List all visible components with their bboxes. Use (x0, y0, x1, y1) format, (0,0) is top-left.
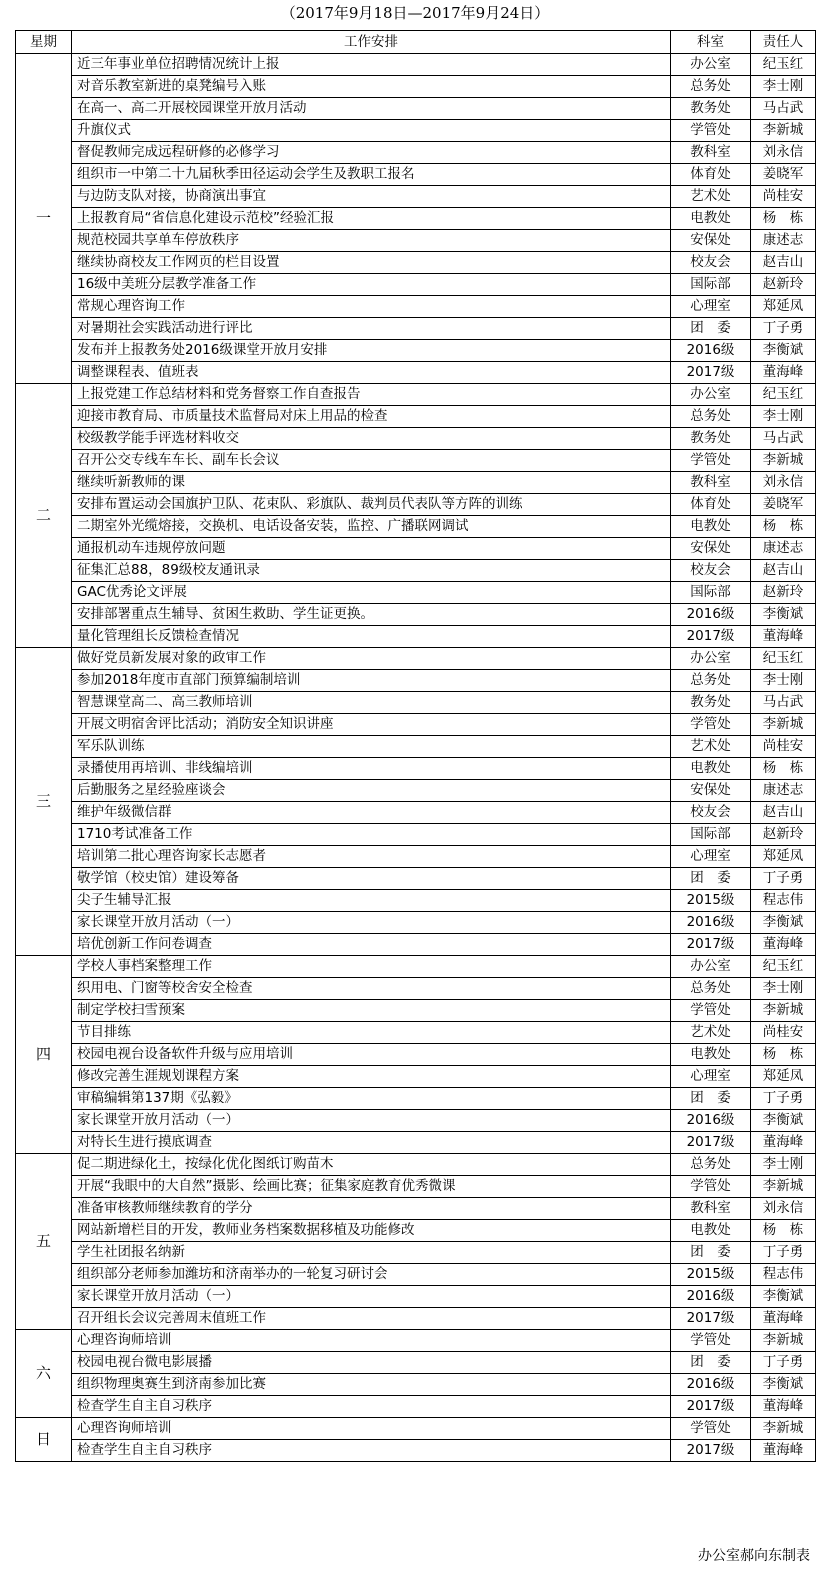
dept-cell: 总务处 (671, 1154, 751, 1176)
dept-cell: 电教处 (671, 208, 751, 230)
person-cell: 纪玉红 (751, 648, 816, 670)
table-row (16, 1110, 816, 1132)
person-cell: 李衡斌 (751, 1374, 816, 1396)
task-cell: 开展“我眼中的大自然”摄影、绘画比赛；征集家庭教育优秀微课 (72, 1176, 671, 1198)
table-row (16, 384, 816, 406)
table-row (16, 648, 816, 670)
task-cell: 发布并上报教务处2016级课堂开放月安排 (72, 340, 671, 362)
person-cell: 李新城 (751, 450, 816, 472)
table-row (16, 54, 816, 76)
weekly-schedule-table (15, 30, 816, 1462)
person-cell: 李新城 (751, 714, 816, 736)
table-row (16, 1242, 816, 1264)
dept-cell: 校友会 (671, 560, 751, 582)
person-cell: 李衡斌 (751, 1110, 816, 1132)
table-row (16, 1220, 816, 1242)
dept-cell: 心理室 (671, 1066, 751, 1088)
person-cell: 赵新玲 (751, 824, 816, 846)
person-cell: 纪玉红 (751, 956, 816, 978)
task-cell: 节目排练 (72, 1022, 671, 1044)
table-row (16, 1286, 816, 1308)
table-row (16, 1066, 816, 1088)
person-cell: 李衡斌 (751, 340, 816, 362)
dept-cell: 学管处 (671, 714, 751, 736)
day-cell: 日 (16, 1418, 72, 1462)
person-cell: 郑延凤 (751, 296, 816, 318)
footer-note: 办公室郝向东制表 (698, 1548, 810, 1564)
person-cell: 董海峰 (751, 934, 816, 956)
dept-cell: 团 委 (671, 1242, 751, 1264)
table-row (16, 450, 816, 472)
dept-cell: 教务处 (671, 692, 751, 714)
table-row (16, 208, 816, 230)
task-cell: 安排部署重点生辅导、贫困生救助、学生证更换。 (72, 604, 671, 626)
task-cell: 督促教师完成远程研修的必修学习 (72, 142, 671, 164)
dept-cell: 艺术处 (671, 1022, 751, 1044)
dept-cell: 体育处 (671, 494, 751, 516)
table-row (16, 780, 816, 802)
dept-cell: 办公室 (671, 648, 751, 670)
table-row (16, 626, 816, 648)
dept-cell: 教科室 (671, 142, 751, 164)
person-cell: 杨 栋 (751, 516, 816, 538)
dept-cell: 2016级 (671, 1374, 751, 1396)
dept-cell: 心理室 (671, 296, 751, 318)
task-cell: 对特长生进行摸底调查 (72, 1132, 671, 1154)
person-cell: 丁子勇 (751, 1352, 816, 1374)
task-cell: 培训第二批心理咨询家长志愿者 (72, 846, 671, 868)
table-row (16, 1374, 816, 1396)
person-cell: 刘永信 (751, 472, 816, 494)
dept-cell: 艺术处 (671, 186, 751, 208)
table-row (16, 186, 816, 208)
task-cell: 修改完善生涯规划课程方案 (72, 1066, 671, 1088)
table-row (16, 340, 816, 362)
day-cell: 三 (16, 648, 72, 956)
table-row (16, 1154, 816, 1176)
task-cell: 升旗仪式 (72, 120, 671, 142)
person-cell: 李衡斌 (751, 1286, 816, 1308)
task-cell: 规范校园共享单车停放秩序 (72, 230, 671, 252)
dept-cell: 校友会 (671, 252, 751, 274)
person-cell: 康述志 (751, 538, 816, 560)
task-cell: 促二期进绿化土，按绿化优化图纸订购苗木 (72, 1154, 671, 1176)
table-row (16, 736, 816, 758)
person-cell: 杨 栋 (751, 758, 816, 780)
table-row (16, 428, 816, 450)
person-cell: 程志伟 (751, 1264, 816, 1286)
dept-cell: 校友会 (671, 802, 751, 824)
task-cell: 维护年级微信群 (72, 802, 671, 824)
person-cell: 赵新玲 (751, 274, 816, 296)
dept-cell: 教务处 (671, 98, 751, 120)
task-cell: 安排布置运动会国旗护卫队、花束队、彩旗队、裁判员代表队等方阵的训练 (72, 494, 671, 516)
person-cell: 赵吉山 (751, 252, 816, 274)
task-cell: 继续听新教师的课 (72, 472, 671, 494)
person-cell: 董海峰 (751, 1440, 816, 1462)
task-cell: 通报机动车违规停放问题 (72, 538, 671, 560)
dept-cell: 电教处 (671, 516, 751, 538)
person-cell: 杨 栋 (751, 1220, 816, 1242)
task-cell: 召开组长会议完善周末值班工作 (72, 1308, 671, 1330)
dept-cell: 体育处 (671, 164, 751, 186)
task-cell: 调整课程表、值班表 (72, 362, 671, 384)
person-cell: 赵吉山 (751, 802, 816, 824)
table-row (16, 582, 816, 604)
column-header-task: 工作安排 (72, 31, 671, 54)
table-row (16, 1198, 816, 1220)
task-cell: 军乐队训练 (72, 736, 671, 758)
task-cell: 网站新增栏目的开发，教师业务档案数据移植及功能修改 (72, 1220, 671, 1242)
person-cell: 李新城 (751, 120, 816, 142)
task-cell: 继续协商校友工作网页的栏目设置 (72, 252, 671, 274)
person-cell: 李士刚 (751, 406, 816, 428)
task-cell: 尖子生辅导汇报 (72, 890, 671, 912)
schedule-body (16, 54, 816, 1462)
person-cell: 李士刚 (751, 670, 816, 692)
dept-cell: 总务处 (671, 978, 751, 1000)
task-cell: 与边防支队对接，协商演出事宜 (72, 186, 671, 208)
table-row (16, 1264, 816, 1286)
task-cell: 家长课堂开放月活动（一） (72, 1286, 671, 1308)
task-cell: 准备审核教师继续教育的学分 (72, 1198, 671, 1220)
task-cell: 校级教学能手评选材料收交 (72, 428, 671, 450)
person-cell: 李士刚 (751, 76, 816, 98)
person-cell: 刘永信 (751, 1198, 816, 1220)
task-cell: 检查学生自主自习秩序 (72, 1396, 671, 1418)
task-cell: 近三年事业单位招聘情况统计上报 (72, 54, 671, 76)
person-cell: 董海峰 (751, 1396, 816, 1418)
table-row (16, 120, 816, 142)
dept-cell: 办公室 (671, 54, 751, 76)
dept-cell: 教务处 (671, 428, 751, 450)
person-cell: 董海峰 (751, 626, 816, 648)
dept-cell: 团 委 (671, 1088, 751, 1110)
task-cell: 校园电视台设备软件升级与应用培训 (72, 1044, 671, 1066)
task-cell: 智慧课堂高二、高三教师培训 (72, 692, 671, 714)
table-row (16, 1330, 816, 1352)
table-row (16, 956, 816, 978)
day-cell: 四 (16, 956, 72, 1154)
table-row (16, 714, 816, 736)
day-cell: 五 (16, 1154, 72, 1330)
person-cell: 李衡斌 (751, 912, 816, 934)
dept-cell: 2017级 (671, 626, 751, 648)
dept-cell: 安保处 (671, 538, 751, 560)
person-cell: 李衡斌 (751, 604, 816, 626)
date-range-title: （2017年9月18日—2017年9月24日） (280, 4, 550, 22)
dept-cell: 2017级 (671, 1440, 751, 1462)
table-row (16, 252, 816, 274)
dept-cell: 学管处 (671, 1000, 751, 1022)
task-cell: 在高一、高二开展校园课堂开放月活动 (72, 98, 671, 120)
person-cell: 丁子勇 (751, 318, 816, 340)
task-cell: 常规心理咨询工作 (72, 296, 671, 318)
dept-cell: 安保处 (671, 230, 751, 252)
dept-cell: 学管处 (671, 1330, 751, 1352)
task-cell: 上报教育局“省信息化建设示范校”经验汇报 (72, 208, 671, 230)
dept-cell: 教科室 (671, 472, 751, 494)
person-cell: 尚桂安 (751, 736, 816, 758)
person-cell: 董海峰 (751, 362, 816, 384)
task-cell: 敬学馆（校史馆）建设筹备 (72, 868, 671, 890)
table-row (16, 692, 816, 714)
person-cell: 康述志 (751, 780, 816, 802)
dept-cell: 办公室 (671, 384, 751, 406)
table-row (16, 516, 816, 538)
table-row (16, 1308, 816, 1330)
dept-cell: 2015级 (671, 1264, 751, 1286)
task-cell: 家长课堂开放月活动（一） (72, 1110, 671, 1132)
person-cell: 丁子勇 (751, 868, 816, 890)
task-cell: 对暑期社会实践活动进行评比 (72, 318, 671, 340)
table-row (16, 1132, 816, 1154)
table-row (16, 274, 816, 296)
dept-cell: 2016级 (671, 1110, 751, 1132)
table-row (16, 1418, 816, 1440)
dept-cell: 2017级 (671, 362, 751, 384)
task-cell: 家长课堂开放月活动（一） (72, 912, 671, 934)
person-cell: 姜晓军 (751, 164, 816, 186)
task-cell: 检查学生自主自习秩序 (72, 1440, 671, 1462)
dept-cell: 2017级 (671, 1132, 751, 1154)
task-cell: GAC优秀论文评展 (72, 582, 671, 604)
task-cell: 参加2018年度市直部门预算编制培训 (72, 670, 671, 692)
day-cell: 二 (16, 384, 72, 648)
dept-cell: 学管处 (671, 1418, 751, 1440)
dept-cell: 2017级 (671, 1308, 751, 1330)
task-cell: 制定学校扫雪预案 (72, 1000, 671, 1022)
dept-cell: 2015级 (671, 890, 751, 912)
task-cell: 迎接市教育局、市质量技术监督局对床上用品的检查 (72, 406, 671, 428)
table-row (16, 538, 816, 560)
task-cell: 组织市一中第二十九届秋季田径运动会学生及教职工报名 (72, 164, 671, 186)
table-row (16, 890, 816, 912)
person-cell: 尚桂安 (751, 186, 816, 208)
task-cell: 学生社团报名纳新 (72, 1242, 671, 1264)
table-row (16, 1176, 816, 1198)
task-cell: 量化管理组长反馈检查情况 (72, 626, 671, 648)
table-row (16, 604, 816, 626)
table-row (16, 868, 816, 890)
dept-cell: 国际部 (671, 274, 751, 296)
dept-cell: 团 委 (671, 868, 751, 890)
person-cell: 纪玉红 (751, 384, 816, 406)
person-cell: 李士刚 (751, 1154, 816, 1176)
person-cell: 李新城 (751, 1176, 816, 1198)
person-cell: 李新城 (751, 1330, 816, 1352)
table-row (16, 802, 816, 824)
task-cell: 开展文明宿舍评比活动；消防安全知识讲座 (72, 714, 671, 736)
person-cell: 杨 栋 (751, 1044, 816, 1066)
table-row (16, 1440, 816, 1462)
dept-cell: 学管处 (671, 120, 751, 142)
dept-cell: 总务处 (671, 406, 751, 428)
table-row (16, 296, 816, 318)
table-row (16, 934, 816, 956)
table-row (16, 318, 816, 340)
table-row (16, 560, 816, 582)
task-cell: 1710考试准备工作 (72, 824, 671, 846)
dept-cell: 学管处 (671, 450, 751, 472)
person-cell: 尚桂安 (751, 1022, 816, 1044)
dept-cell: 国际部 (671, 824, 751, 846)
column-header-day: 星期 (16, 31, 72, 54)
task-cell: 召开公交专线车车长、副车长会议 (72, 450, 671, 472)
task-cell: 录播使用再培训、非线编培训 (72, 758, 671, 780)
task-cell: 对音乐教室新进的桌凳编号入账 (72, 76, 671, 98)
dept-cell: 办公室 (671, 956, 751, 978)
task-cell: 审稿编辑第137期《弘毅》 (72, 1088, 671, 1110)
table-row (16, 824, 816, 846)
person-cell: 程志伟 (751, 890, 816, 912)
person-cell: 纪玉红 (751, 54, 816, 76)
task-cell: 培优创新工作问卷调查 (72, 934, 671, 956)
dept-cell: 团 委 (671, 1352, 751, 1374)
dept-cell: 2017级 (671, 934, 751, 956)
person-cell: 郑延凤 (751, 1066, 816, 1088)
person-cell: 郑延凤 (751, 846, 816, 868)
dept-cell: 总务处 (671, 76, 751, 98)
table-row (16, 1000, 816, 1022)
table-row (16, 406, 816, 428)
table-row (16, 76, 816, 98)
dept-cell: 总务处 (671, 670, 751, 692)
task-cell: 织用电、门窗等校舍安全检查 (72, 978, 671, 1000)
dept-cell: 电教处 (671, 758, 751, 780)
person-cell: 马占武 (751, 98, 816, 120)
person-cell: 赵新玲 (751, 582, 816, 604)
table-header-row (16, 31, 816, 54)
table-row (16, 230, 816, 252)
task-cell: 学校人事档案整理工作 (72, 956, 671, 978)
task-cell: 校园电视台微电影展播 (72, 1352, 671, 1374)
person-cell: 马占武 (751, 428, 816, 450)
task-cell: 做好党员新发展对象的政审工作 (72, 648, 671, 670)
dept-cell: 心理室 (671, 846, 751, 868)
table-row (16, 472, 816, 494)
task-cell: 上报党建工作总结材料和党务督察工作自查报告 (72, 384, 671, 406)
task-cell: 心理咨询师培训 (72, 1330, 671, 1352)
dept-cell: 2016级 (671, 604, 751, 626)
table-row (16, 1352, 816, 1374)
person-cell: 赵吉山 (751, 560, 816, 582)
person-cell: 康述志 (751, 230, 816, 252)
person-cell: 李士刚 (751, 978, 816, 1000)
table-row (16, 362, 816, 384)
table-row (16, 670, 816, 692)
dept-cell: 团 委 (671, 318, 751, 340)
task-cell: 后勤服务之星经验座谈会 (72, 780, 671, 802)
person-cell: 董海峰 (751, 1308, 816, 1330)
task-cell: 征集汇总88，89级校友通讯录 (72, 560, 671, 582)
table-row (16, 978, 816, 1000)
task-cell: 组织物理奥赛生到济南参加比赛 (72, 1374, 671, 1396)
person-cell: 姜晓军 (751, 494, 816, 516)
dept-cell: 学管处 (671, 1176, 751, 1198)
person-cell: 丁子勇 (751, 1088, 816, 1110)
column-header-dept: 科室 (671, 31, 751, 54)
person-cell: 丁子勇 (751, 1242, 816, 1264)
dept-cell: 2016级 (671, 1286, 751, 1308)
task-cell: 心理咨询师培训 (72, 1418, 671, 1440)
person-cell: 董海峰 (751, 1132, 816, 1154)
table-row (16, 98, 816, 120)
day-cell: 六 (16, 1330, 72, 1418)
table-row (16, 1044, 816, 1066)
table-row (16, 1022, 816, 1044)
task-cell: 16级中美班分层教学准备工作 (72, 274, 671, 296)
table-row (16, 912, 816, 934)
dept-cell: 2016级 (671, 912, 751, 934)
table-row (16, 494, 816, 516)
dept-cell: 国际部 (671, 582, 751, 604)
person-cell: 李新城 (751, 1418, 816, 1440)
person-cell: 刘永信 (751, 142, 816, 164)
table-row (16, 142, 816, 164)
table-row (16, 758, 816, 780)
dept-cell: 电教处 (671, 1220, 751, 1242)
task-cell: 组织部分老师参加潍坊和济南举办的一轮复习研讨会 (72, 1264, 671, 1286)
person-cell: 李新城 (751, 1000, 816, 1022)
table-row (16, 1088, 816, 1110)
person-cell: 马占武 (751, 692, 816, 714)
table-row (16, 846, 816, 868)
dept-cell: 安保处 (671, 780, 751, 802)
person-cell: 杨 栋 (751, 208, 816, 230)
dept-cell: 2016级 (671, 340, 751, 362)
table-row (16, 164, 816, 186)
task-cell: 二期室外光缆熔接，交换机、电话设备安装，监控、广播联网调试 (72, 516, 671, 538)
dept-cell: 2017级 (671, 1396, 751, 1418)
dept-cell: 电教处 (671, 1044, 751, 1066)
column-header-person: 责任人 (751, 31, 816, 54)
table-row (16, 1396, 816, 1418)
dept-cell: 艺术处 (671, 736, 751, 758)
dept-cell: 教科室 (671, 1198, 751, 1220)
day-cell: 一 (16, 54, 72, 384)
